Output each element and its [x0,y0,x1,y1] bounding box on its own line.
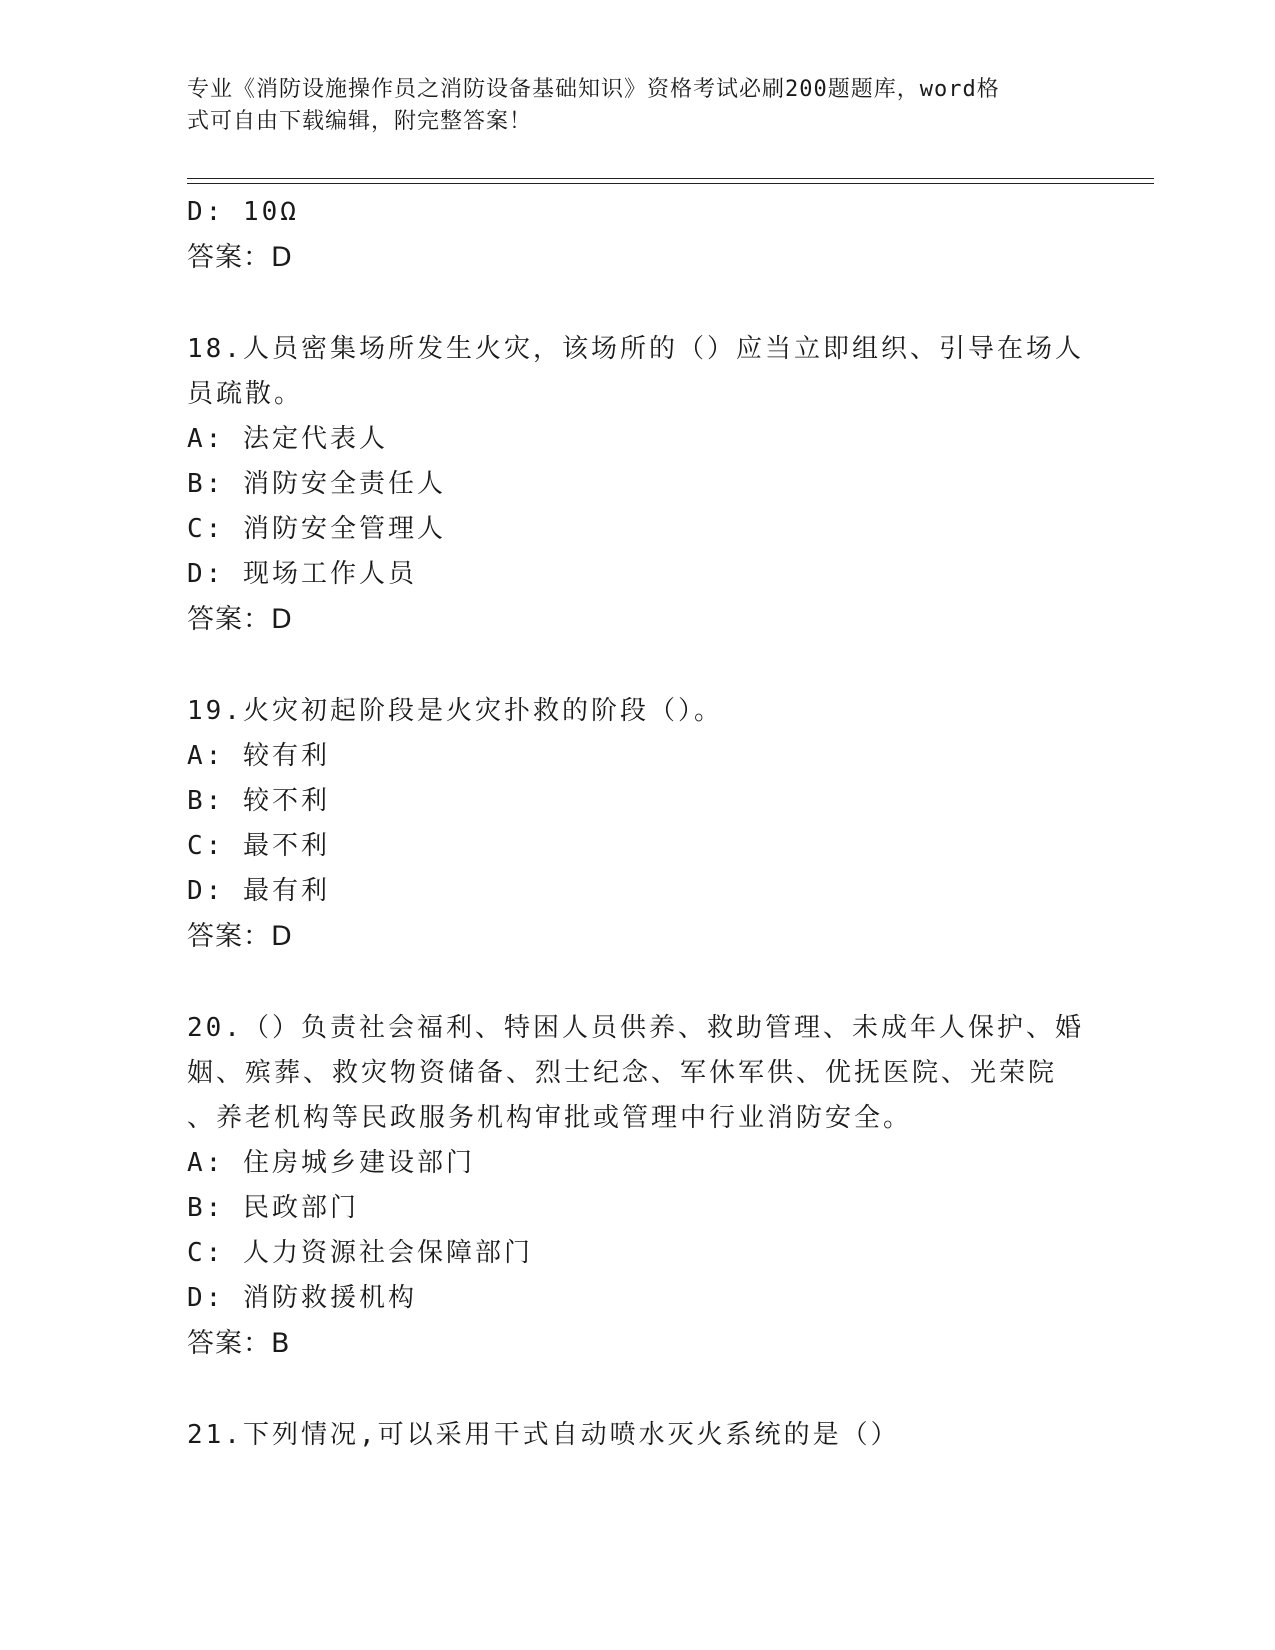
question-18 [187,327,1087,642]
header-title-line-1: 专业《消防设施操作员之消防设备基础知识》资格考试必刷200题题库，word格 [187,77,1000,102]
question-text-line-1: 20.（）负责社会福利、特困人员供养、救助管理、未成年人保护、婚 [187,1013,1084,1043]
option-b: B: 消防安全责任人 [187,469,446,499]
question-text-line-1: 19.火灾初起阶段是火灾扑救的阶段（）。 [187,696,723,726]
question-20 [187,1006,1087,1366]
previous-question-tail [187,190,1087,280]
question-text-line-1: 21.下列情况,可以采用干式自动喷水灭火系统的是（） [187,1420,900,1450]
question-21 [187,1413,1087,1458]
option-a: A: 法定代表人 [187,424,388,454]
answer-line: 答案：D [187,921,293,952]
question-text-line-3: 、养老机构等民政服务机构审批或管理中行业消防安全。 [187,1103,913,1133]
document-header [187,74,1067,138]
option-d: D: 消防救援机构 [187,1283,417,1313]
option-d: D: 最有利 [187,876,330,906]
question-19 [187,689,1087,959]
answer-line: 答案：B [187,1328,291,1359]
option-d: D: 现场工作人员 [187,559,417,589]
question-spacer [187,959,1087,1006]
question-text-line-1: 18.人员密集场所发生火灾，该场所的（）应当立即组织、引导在场人 [187,334,1084,364]
question-content [187,190,1087,1458]
question-spacer [187,642,1087,689]
option-a: A: 较有利 [187,741,330,771]
header-divider-top [187,178,1154,179]
option-c: C: 最不利 [187,831,330,861]
question-spacer [187,1366,1087,1413]
header-divider-bottom [187,183,1154,184]
option-a: A: 住房城乡建设部门 [187,1148,475,1178]
option-b: B: 民政部门 [187,1193,359,1223]
option-b: B: 较不利 [187,786,330,816]
option-c: C: 人力资源社会保障部门 [187,1238,533,1268]
option-c: C: 消防安全管理人 [187,514,446,544]
header-title-line-2: 式可自由下载编辑，附完整答案！ [187,109,533,134]
question-text-line-2: 姻、殡葬、救灾物资储备、烈士纪念、军休军供、优抚医院、光荣院 [187,1058,1058,1088]
answer-line: 答案：D [187,242,293,273]
question-spacer [187,280,1087,327]
option-d: D: 10Ω [187,197,299,227]
answer-line: 答案：D [187,604,293,635]
question-text-line-2: 员疏散。 [187,379,304,409]
